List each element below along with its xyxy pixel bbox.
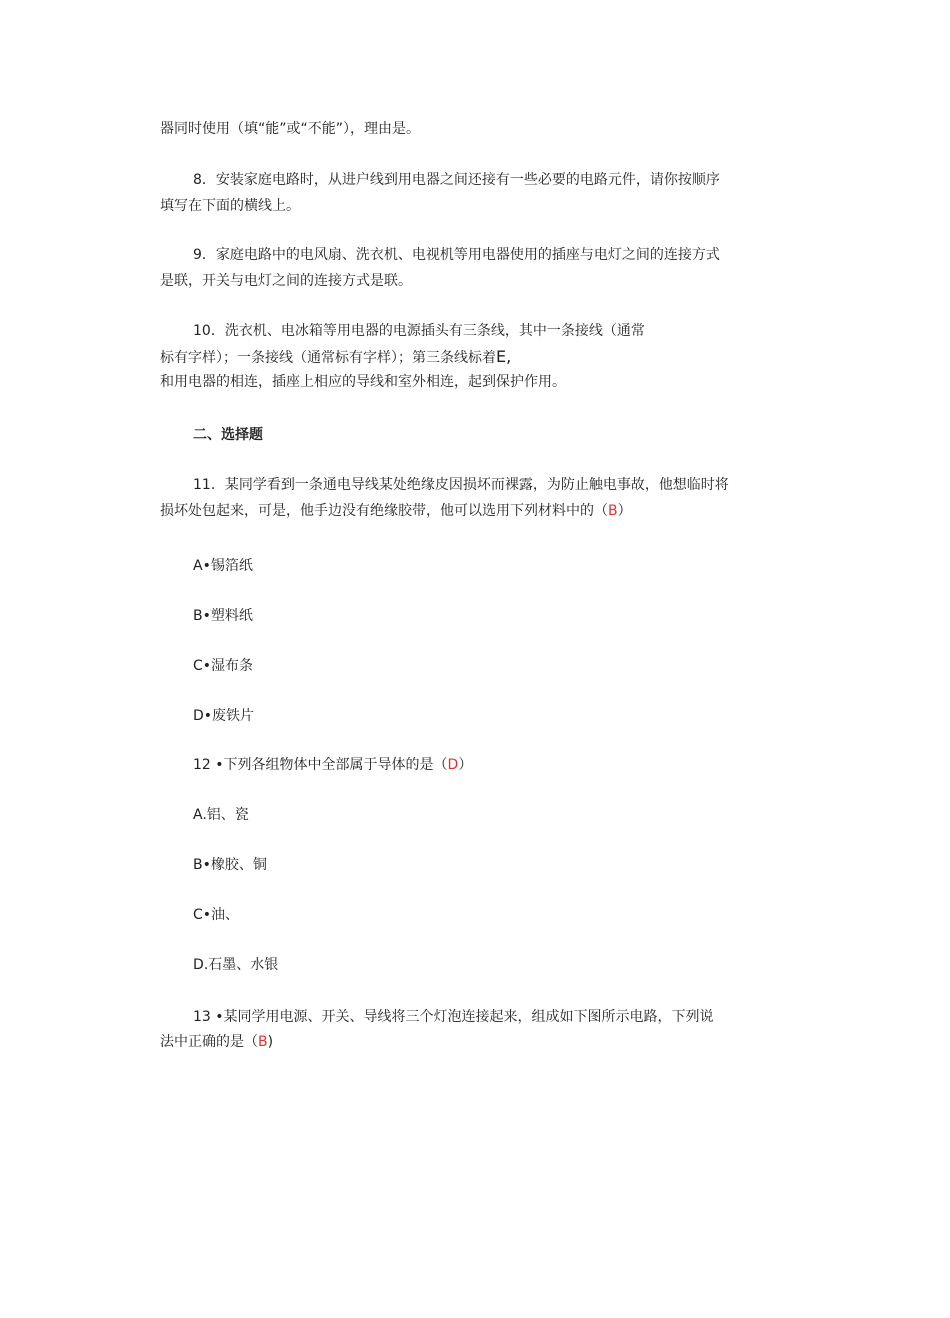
q12-answer: D bbox=[447, 757, 459, 773]
q8-line-1 bbox=[193, 169, 720, 191]
q8-text-2: 填写在下面的横线上。 bbox=[160, 198, 300, 214]
q11-option-d bbox=[193, 705, 254, 727]
q11-option-b bbox=[193, 605, 253, 627]
q12-option-b bbox=[193, 854, 267, 876]
q11-option-c bbox=[193, 655, 253, 677]
q11-option-a-text: A•锡箔纸 bbox=[193, 558, 253, 574]
q12-text-1: 12 •下列各组物体中全部属于导体的是（ bbox=[193, 757, 448, 773]
section-2-heading bbox=[193, 424, 263, 446]
q11-option-a bbox=[193, 555, 253, 577]
q9-text-1: 9．家庭电路中的电风扇、洗衣机、电视机等用电器使用的插座与电灯之间的连接方式 bbox=[193, 247, 720, 263]
q12-option-a bbox=[193, 804, 249, 826]
q12-line-1 bbox=[193, 754, 472, 776]
q7-tail-text: 器同时使用（填“能”或“不能”），理由是。 bbox=[160, 121, 421, 137]
q13-line-1 bbox=[193, 1006, 714, 1028]
q12-close-paren: ） bbox=[458, 757, 473, 773]
q13-text-1: 13 •某同学用电源、开关、导线将三个灯泡连接起来，组成如下图所示电路，下列说 bbox=[193, 1009, 714, 1025]
q11-close-paren: ） bbox=[617, 503, 632, 519]
q11-line-2 bbox=[160, 500, 632, 522]
section-2-title: 二、选择题 bbox=[193, 427, 263, 443]
q11-line-1 bbox=[193, 474, 729, 496]
q13-answer: B bbox=[258, 1034, 268, 1050]
q10-line-2 bbox=[160, 346, 511, 368]
q12-option-c bbox=[193, 904, 239, 926]
q12-option-c-text: C•油、 bbox=[193, 907, 240, 923]
q7-tail-line bbox=[160, 118, 420, 140]
q10-line-3 bbox=[160, 371, 566, 393]
q9-line-2 bbox=[160, 270, 412, 292]
q8-text-1: 8．安装家庭电路时，从进户线到用电器之间还接有一些必要的电路元件，请你按顺序 bbox=[193, 172, 720, 188]
q9-line-1 bbox=[193, 244, 720, 266]
q11-option-b-text: B•塑料纸 bbox=[193, 608, 253, 624]
q8-line-2 bbox=[160, 195, 300, 217]
q13-line-2 bbox=[160, 1031, 273, 1053]
q11-text-1: 11．某同学看到一条通电导线某处绝缘皮因损坏而裸露，为防止触电事故，他想临时将 bbox=[193, 477, 729, 493]
q10-text-3: 和用电器的相连，插座上相应的导线和室外相连，起到保护作用。 bbox=[160, 374, 566, 390]
q12-option-d-text: D.石墨、水银 bbox=[193, 957, 279, 973]
q12-option-d bbox=[193, 954, 278, 976]
q12-option-b-text: B•橡胶、铜 bbox=[193, 857, 267, 873]
q11-text-2: 损坏处包起来，可是，他手边没有绝缘胶带，他可以选用下列材料中的（ bbox=[160, 503, 608, 519]
q11-answer: B bbox=[608, 503, 618, 519]
q10-text-2-end: E, bbox=[496, 347, 512, 366]
q11-option-d-text: D•废铁片 bbox=[193, 708, 255, 724]
q11-option-c-text: C•湿布条 bbox=[193, 658, 254, 674]
q13-close-paren: ) bbox=[267, 1034, 274, 1050]
q12-option-a-text: A.铝、瓷 bbox=[193, 807, 249, 823]
q10-text-2: 标有字样）；一条接线（通常标有字样）；第三条线标着 bbox=[160, 350, 496, 366]
q13-text-2: 法中正确的是（ bbox=[160, 1034, 258, 1050]
q10-line-1 bbox=[193, 320, 645, 342]
q9-text-2: 是联，开关与电灯之间的连接方式是联。 bbox=[160, 273, 412, 289]
q10-text-1: 10．洗衣机、电冰箱等用电器的电源插头有三条线，其中一条接线（通常 bbox=[193, 323, 645, 339]
